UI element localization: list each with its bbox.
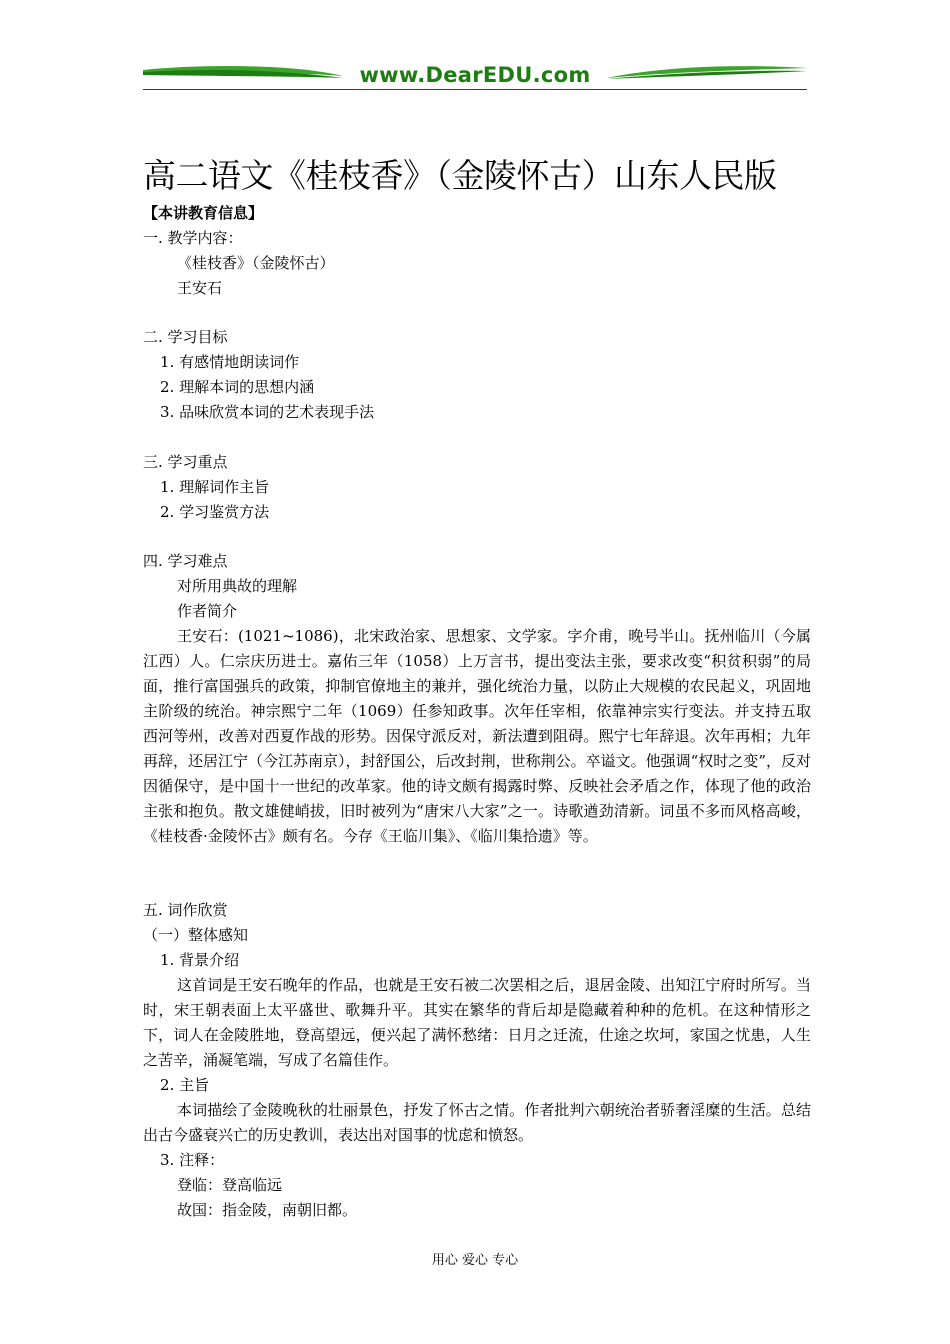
list-item: 3. 注释： bbox=[160, 1151, 225, 1169]
author-bio-paragraph: 王安石：(1021~1086)，北宋政治家、思想家、文学家。字介甫，晚号半山。抚州临川（今属江西）人。仁宗庆历进士。嘉佑三年（1058）上万言书，提出变法主张，要求改变“积贫积弱”的局面，推行富国强兵的政策，抑制官僚地主的兼并，强化统治力量，以防止大规模的农民起义，巩固地主阶级的统治。神宗熙宁二年（1069）任参知政事。次年任宰相，依靠神宗实行变法。并支持五取西河等州，改善对西夏作战的形势。因保守派反对，新法遭到阻碍。熙宁七年辞退。次年再相；九年再辞，还居江宁（今江苏南京），封舒国公，后改封荆，世称荆公。卒谥文。他强调“权时之变”，反对因循保守，是中国十一世纪的改革家。他的诗文颇有揭露时弊、反映社会矛盾之作，体现了他的政治主张和抱负。散文雄健峭拔，旧时被列为“唐宋八大家”之一。诗歌遒劲清新。词虽不多而风格高峻，《桂枝香·金陵怀古》颇有名。今存《王临川集》、《临川集拾遗》等。 bbox=[143, 627, 811, 845]
page-title: 高二语文《桂枝香》（金陵怀古）山东人民版 bbox=[143, 156, 777, 195]
note-line: 故国：指金陵，南朝旧都。 bbox=[177, 1201, 358, 1219]
page-footer: 用心 爱心 专心 bbox=[431, 1253, 519, 1268]
section-label: 【本讲教育信息】 bbox=[143, 204, 264, 222]
list-item: 2. 主旨 bbox=[160, 1076, 210, 1094]
list-item: 2. 理解本词的思想内涵 bbox=[160, 378, 315, 396]
subsection-heading: （一）整体感知 bbox=[143, 926, 249, 944]
section-5-heading: 五. 词作欣赏 bbox=[143, 901, 228, 919]
site-logo-text: www.DearEDU.com bbox=[359, 63, 591, 87]
background-paragraph: 这首词是王安石晚年的作品，也就是王安石被二次罢相之后，退居金陵、出知江宁府时所写。当时，宋王朝表面上太平盛世、歌舞升平。其实在繁华的背后却是隐藏着种种的危机。在这种情形之下，词人在金陵胜地，登高望远，便兴起了满怀愁绪：日月之迁流，仕途之坎坷，家国之忧患，人生之苦辛，涌凝笔端，写成了名篇佳作。 bbox=[143, 976, 811, 1069]
content-line: 对所用典故的理解 bbox=[177, 577, 298, 595]
content-line: 作者简介 bbox=[177, 602, 238, 620]
content-line: 王安石 bbox=[177, 279, 223, 297]
theme-paragraph: 本词描绘了金陵晚秋的壮丽景色，抒发了怀古之情。作者批判六朝统治者骄奢淫糜的生活。总结出古今盛衰兴亡的历史教训，表达出对国事的忧虑和愤怒。 bbox=[143, 1101, 811, 1144]
list-item: 1. 有感情地朗读词作 bbox=[160, 353, 300, 371]
list-item: 1. 背景介绍 bbox=[160, 951, 240, 969]
section-2-heading: 二. 学习目标 bbox=[143, 328, 228, 346]
header-divider bbox=[143, 89, 807, 90]
note-line: 登临：登高临远 bbox=[177, 1176, 283, 1194]
section-4-heading: 四. 学习难点 bbox=[143, 552, 228, 570]
section-1-heading: 一. 教学内容： bbox=[143, 229, 243, 247]
list-item: 1. 理解词作主旨 bbox=[160, 478, 270, 496]
section-3-heading: 三. 学习重点 bbox=[143, 453, 228, 471]
site-banner bbox=[143, 60, 807, 92]
list-item: 3. 品味欣赏本词的艺术表现手法 bbox=[160, 403, 375, 421]
content-line: 《桂枝香》（金陵怀古） bbox=[177, 254, 335, 272]
list-item: 2. 学习鉴赏方法 bbox=[160, 503, 270, 521]
